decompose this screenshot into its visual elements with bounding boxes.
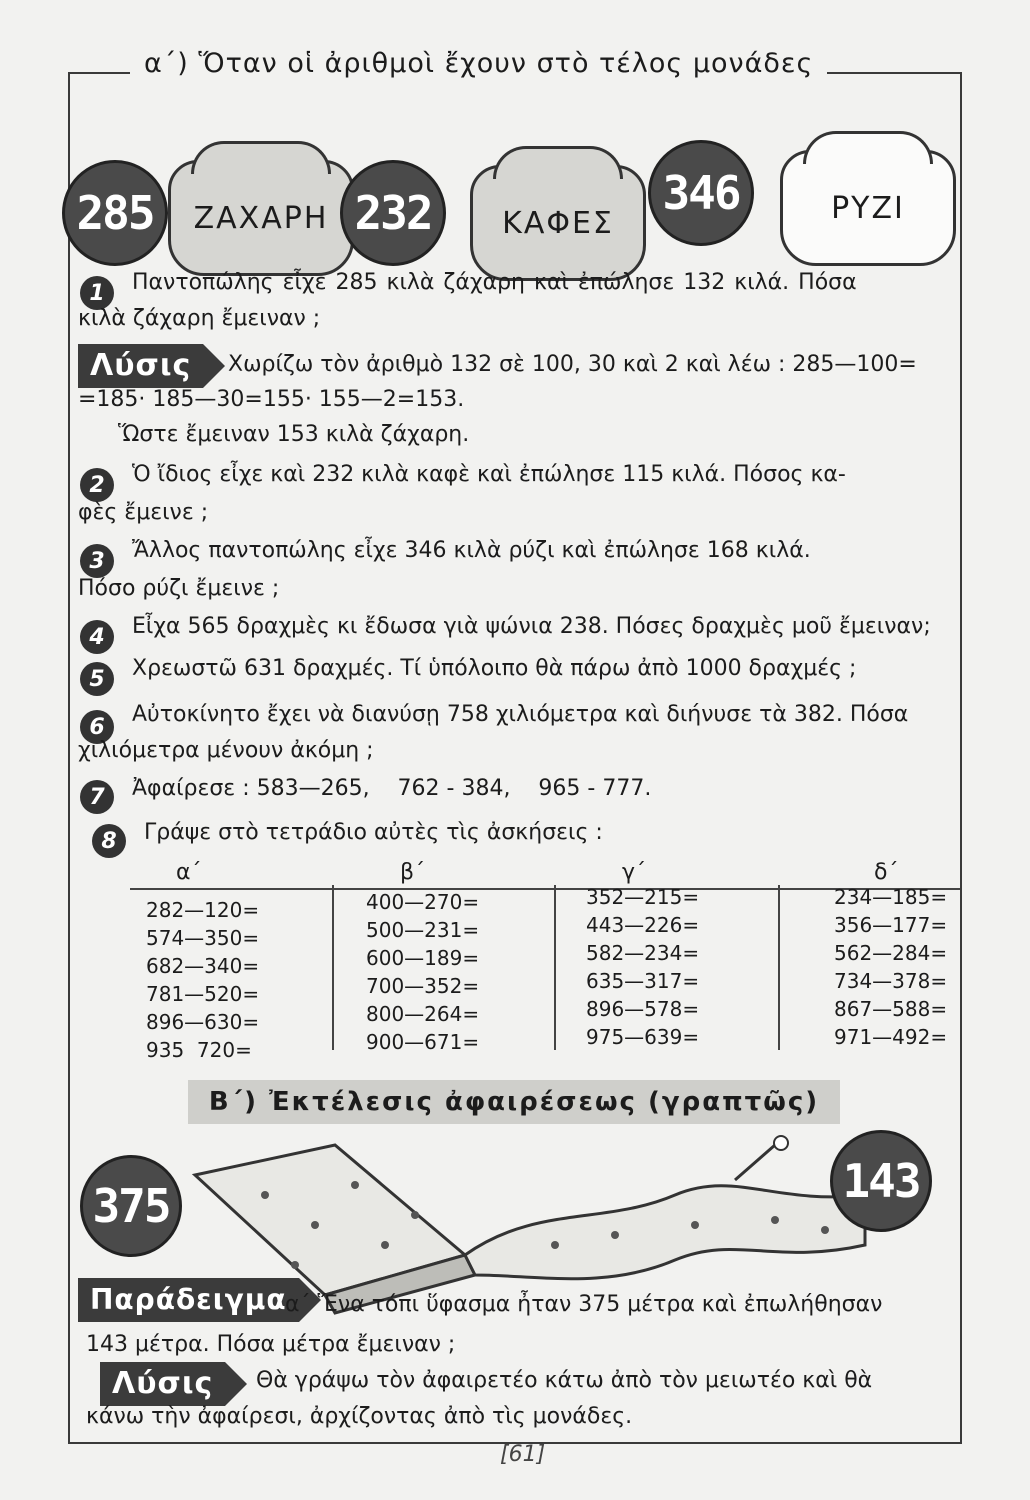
coffee-sack [470,165,646,281]
exercise-row: 635—317= [586,969,700,993]
exercise-row: 682—340= [146,954,260,978]
solution-badge-1: Λύσις [78,344,203,388]
exercise-row: 352—215= [586,885,700,909]
problem-7-line-1: Ἀφαίρεσε : 583—265, 762 - 384, 965 - 777. [132,776,652,801]
table-divider-2 [554,885,556,1050]
sugar-label: ΖΑΧΑΡΗ [193,200,329,236]
exercise-row: 971—492= [834,1025,948,1049]
exercise-row: 282—120= [146,898,260,922]
solution-1-line-3: Ὥστε ἔμειναν 153 κιλὰ ζάχαρη. [118,422,470,447]
problem-1-line-2: κιλὰ ζάχαρη ἔμειναν ; [78,306,321,331]
solution-2-line-2: κάνω τὴν ἀφαίρεσι, ἀρχίζοντας ἀπὸ τὶς μονάδες. [86,1404,633,1429]
problem-number-5: 5 [80,662,114,696]
problem-number-4: 4 [80,620,114,654]
example-line-2: 143 μέτρα. Πόσα μέτρα ἔμειναν ; [86,1332,456,1357]
problem-5-line-1: Χρεωστῶ 631 δραχμές. Τί ὑπόλοιπο θὰ πάρω ἀπὸ 1000 δραχμές ; [132,656,857,681]
page-number: [61] [500,1442,546,1467]
exercise-row: 562—284= [834,941,948,965]
number-circle-375: 375 [80,1155,182,1257]
exercise-row: 896—630= [146,1010,260,1034]
exercise-row: 356—177= [834,913,948,937]
column-d-head: δ΄ [874,860,899,885]
rice-label: ΡΥΖΙ [831,190,905,226]
exercise-row: 935 720= [146,1038,252,1062]
number-circle-sugar: 285 [62,160,168,266]
section-a-title: α΄) Ὅταν οἱ ἀριθμοὶ ἔχουν στὸ τέλος μονάδες [130,48,827,79]
solution-1-line-1: Χωρίζω τὸν ἀριθμὸ 132 σὲ 100, 30 καὶ 2 καὶ λέω : 285—100= [228,352,917,377]
table-divider-1 [332,885,334,1050]
sugar-sack [168,160,354,276]
exercise-row: 975—639= [586,1025,700,1049]
problem-2-line-2: φὲς ἔμεινε ; [78,500,209,525]
exercise-row: 800—264= [366,1002,480,1026]
exercise-row: 896—578= [586,997,700,1021]
exercise-row: 700—352= [366,974,480,998]
solution-badge-2: Λύσις [100,1362,225,1406]
solution-2-line-1: Θὰ γράψω τὸν ἀφαιρετέο κάτω ἀπὸ τὸν μειωτέο καὶ θὰ [256,1368,873,1393]
problem-8-line-1: Γράψε στὸ τετράδιο αὐτὲς τὶς ἀσκήσεις : [144,820,603,845]
number-circle-rice: 346 [648,140,754,246]
problem-number-3: 3 [80,544,114,578]
problem-1-line-1: Παντοπώλης εἶχε 285 κιλὰ ζάχαρη καὶ ἐπώλησε 132 κιλά. Πόσα [132,270,857,295]
example-badge: Παράδειγμα [78,1278,299,1322]
problem-3-line-2: Πόσο ρύζι ἔμεινε ; [78,576,280,601]
exercise-row: 600—189= [366,946,480,970]
solution-1-line-2: =185· 185—30=155· 155—2=153. [78,387,465,412]
exercise-row: 574—350= [146,926,260,950]
problem-number-8: 8 [92,824,126,858]
column-b-head: β΄ [400,860,426,885]
exercise-row: 781—520= [146,982,260,1006]
table-divider-3 [778,885,780,1050]
problem-number-2: 2 [80,468,114,502]
problem-number-1: 1 [80,276,114,310]
number-circle-143: 143 [830,1130,932,1232]
column-c-head: γ΄ [622,860,647,885]
problem-6-line-2: χιλιόμετρα μένουν ἀκόμη ; [78,738,374,763]
rice-sack [780,150,956,266]
exercise-row: 443—226= [586,913,700,937]
exercise-row: 900—671= [366,1030,480,1054]
problem-number-6: 6 [80,710,114,744]
problem-number-7: 7 [80,780,114,814]
exercise-row: 234—185= [834,885,948,909]
exercise-row: 582—234= [586,941,700,965]
problem-2-line-1: Ὁ ἴδιος εἶχε καὶ 232 κιλὰ καφὲ καὶ ἐπώλησε 115 κιλά. Πόσος κα- [132,462,846,487]
section-b-title-text: Β΄) Ἐκτέλεσις ἀφαιρέσεως (γραπτῶς) [208,1087,820,1117]
section-b-title [188,1080,840,1124]
coffee-label: ΚΑΦΕΣ [502,205,614,241]
problem-6-line-1: Αὐτοκίνητο ἔχει νὰ διανύσῃ 758 χιλιόμετρα καὶ διήνυσε τὰ 382. Πόσα [132,702,909,727]
number-circle-coffee: 232 [340,160,446,266]
exercise-row: 734—378= [834,969,948,993]
column-a-head: α΄ [176,860,202,885]
exercise-row: 400—270= [366,890,480,914]
exercise-row: 867—588= [834,997,948,1021]
problem-3-line-1: Ἄλλος παντοπώλης εἶχε 346 κιλὰ ρύζι καὶ ἐπώλησε 168 κιλά. [132,538,811,563]
exercise-row: 500—231= [366,918,480,942]
example-line-1: α΄ Ἕνα τόπι ὕφασμα ἦταν 375 μέτρα καὶ ἐπωλήθησαν [285,1292,883,1317]
problem-4-line-1: Εἶχα 565 δραχμὲς κι ἔδωσα γιὰ ψώνια 238. Πόσες δραχμὲς μοῦ ἔμειναν; [132,614,931,639]
